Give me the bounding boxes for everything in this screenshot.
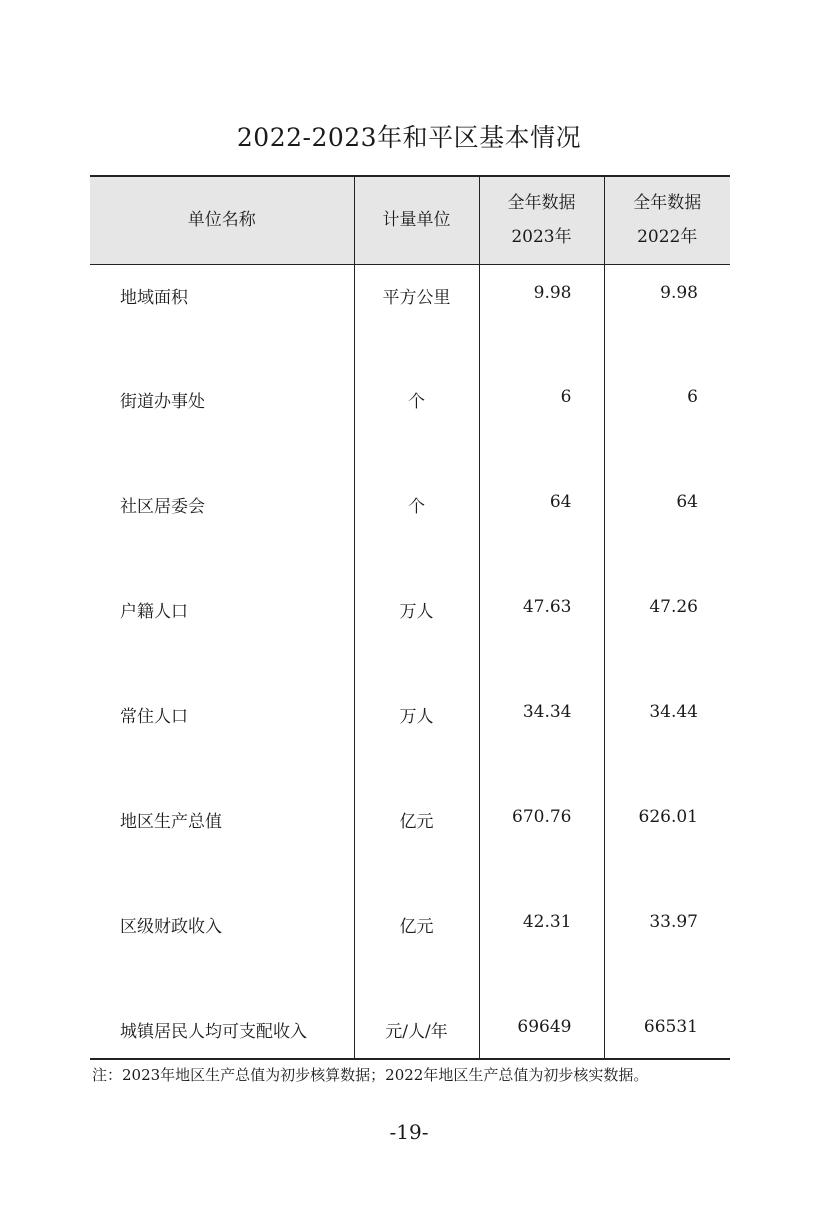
row-value-2022: 626.01 bbox=[604, 744, 730, 849]
row-name: 区级财政收入 bbox=[120, 917, 222, 937]
row-unit: 平方公里 bbox=[354, 264, 479, 324]
page-number: -19- bbox=[389, 1120, 429, 1144]
table-row bbox=[90, 324, 730, 429]
row-value-2023: 34.34 bbox=[479, 639, 604, 744]
row-value-2022: 47.26 bbox=[604, 534, 730, 639]
row-name: 地区生产总值 bbox=[120, 812, 222, 832]
row-name: 城镇居民人均可支配收入 bbox=[120, 1022, 307, 1042]
header-name: 单位名称 bbox=[187, 210, 256, 231]
header-2023-line1: 全年数据 bbox=[507, 193, 576, 214]
table-row bbox=[90, 264, 730, 324]
row-value-2022: 9.98 bbox=[604, 264, 730, 324]
page-title: 2022-2023年和平区基本情况 bbox=[236, 123, 582, 152]
row-value-2023: 6 bbox=[479, 324, 604, 429]
row-name: 社区居委会 bbox=[120, 497, 205, 517]
row-value-2022: 6 bbox=[604, 324, 730, 429]
row-unit: 亿元 bbox=[354, 849, 479, 954]
row-unit: 元/人/年 bbox=[354, 954, 479, 1059]
row-unit: 万人 bbox=[354, 639, 479, 744]
row-value-2022: 33.97 bbox=[604, 849, 730, 954]
row-name: 地域面积 bbox=[120, 287, 188, 308]
table-row bbox=[90, 849, 730, 954]
row-name: 户籍人口 bbox=[120, 602, 188, 622]
table-row bbox=[90, 534, 730, 639]
row-value-2023: 42.31 bbox=[479, 849, 604, 954]
row-value-2023: 69649 bbox=[479, 954, 604, 1059]
row-unit: 个 bbox=[354, 429, 479, 534]
row-value-2022: 34.44 bbox=[604, 639, 730, 744]
header-2023 bbox=[479, 176, 604, 264]
row-value-2023: 47.63 bbox=[479, 534, 604, 639]
row-unit: 万人 bbox=[354, 534, 479, 639]
header-unit: 计量单位 bbox=[354, 176, 479, 264]
row-value-2022: 64 bbox=[604, 429, 730, 534]
header-2022-line2: 2022年 bbox=[637, 227, 698, 248]
footnote: 注：2023年地区生产总值为初步核算数据；2022年地区生产总值为初步核实数据。 bbox=[92, 1066, 649, 1084]
row-unit: 亿元 bbox=[354, 744, 479, 849]
row-unit: 个 bbox=[354, 324, 479, 429]
basic-stats-table bbox=[90, 175, 730, 1060]
header-2022 bbox=[604, 176, 730, 264]
table-row bbox=[90, 639, 730, 744]
row-name: 常住人口 bbox=[120, 707, 188, 727]
table-header bbox=[90, 176, 730, 264]
row-value-2023: 9.98 bbox=[479, 264, 604, 324]
table-row bbox=[90, 954, 730, 1059]
row-value-2023: 64 bbox=[479, 429, 604, 534]
row-value-2022: 66531 bbox=[604, 954, 730, 1059]
header-2023-line2: 2023年 bbox=[511, 227, 572, 248]
table-row bbox=[90, 744, 730, 849]
row-value-2023: 670.76 bbox=[479, 744, 604, 849]
row-name: 街道办事处 bbox=[120, 392, 205, 412]
table-row bbox=[90, 429, 730, 534]
header-2022-line1: 全年数据 bbox=[633, 193, 702, 214]
